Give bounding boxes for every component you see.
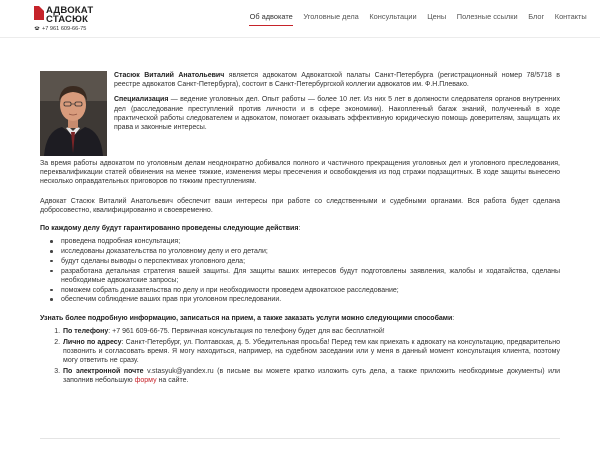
header-phone-number: +7 961 609-66-75 (42, 26, 87, 32)
site-logo[interactable] (34, 4, 104, 34)
list-item: поможем собрать доказательства по делу и при необходимости проведем адвокатское расследование; (50, 286, 560, 295)
contact-phone-text: : +7 961 609-66-75. Первичная консультация по телефону будет для вас бесплатной! (108, 327, 385, 335)
contact-heading: Узнать более подробную информацию, записаться на прием, а также заказать услуги можно следующими способами: (40, 314, 455, 322)
nav-item-blog[interactable]: Блог (528, 12, 545, 21)
contact-methods-list (62, 327, 560, 385)
bottom-divider (40, 438, 560, 439)
contact-address-text: : Санкт-Петербург, ул. Полтавская, д. 5. Убедительная просьба! Перед тем как приехать к адвокату на консультацию, предварительно позвонить и согласовать время. Я могу находиться, например, на судебном заседании или у меня в данный момент консультация клиента, поэтому могу ответить не сразу. (63, 338, 560, 364)
list-item: исследованы доказательства по уголовному делу и его детали; (50, 247, 560, 256)
list-item: разработана детальная стратегия вашей защиты. Для защиты ваших интересов будут подготовлены заявления, жалобы и ходатайства, сделаны необходимые адвокатские запросы; (50, 267, 560, 285)
list-item: проведена подробная консультация; (50, 237, 560, 246)
nav-item-prices[interactable]: Цены (427, 12, 447, 21)
list-item: обеспечим соблюдение ваших прав при уголовном преследовании. (50, 295, 560, 304)
guarantee-heading-text: По каждому делу будут гарантированно проведены следующие действия (40, 225, 299, 233)
contact-form-link[interactable]: форму (134, 376, 157, 384)
nav-item-consultations[interactable]: Консультации (369, 12, 417, 21)
contact-email-text: v.stasyuk@yandex.ru (в письме вы можете кратко изложить суть дела, а также приложить необходимые документы) или заполнив небольшую (63, 367, 560, 384)
specialization-paragraph (114, 95, 560, 132)
phone-icon (34, 26, 40, 30)
contact-method-phone (62, 327, 560, 336)
nav-item-criminal-cases[interactable]: Уголовные дела (303, 12, 359, 21)
lawyer-name: Стасюк Виталий Анатольевич (114, 72, 225, 79)
intro-paragraph (114, 71, 560, 89)
site-header (0, 0, 600, 38)
contact-email-text-after: на сайте. (156, 376, 189, 384)
guarantee-list (50, 237, 560, 304)
contact-email-label: По электронной почте (63, 367, 144, 375)
nav-item-contacts[interactable]: Контакты (554, 12, 587, 21)
logo-line-2: СТАСЮК (46, 14, 89, 25)
main-content (40, 71, 560, 387)
contact-method-email (62, 367, 560, 385)
specialization-text: — ведение уголовных дел. Опыт работы — более 10 лет. Из них 5 лет в должности следователя органов внутренних дел (расследование преступлений против личности и в сфере экономики). Накопленный багаж знаний, полученный в ходе практической работы следователем и адвокатом, помогает оказывать эффективную юридическую помощь доверителям, защищать их права и законные интересы. (114, 96, 560, 132)
header-phone[interactable] (34, 26, 86, 33)
lawyer-photo (40, 71, 107, 156)
intro-block (40, 71, 560, 159)
assurance-paragraph: Адвокат Стасюк Виталий Анатольевич обеспечит ваши интересы при работе со следственными и судебными органами. Вся работа будет сделана добросовестно, квалифицированно и своевременно. (40, 197, 560, 214)
contact-heading-text: Узнать более подробную информацию, записаться на прием, а также заказать услуги можно следующими способами (40, 314, 453, 322)
nav-item-useful-links[interactable]: Полезные ссылки (456, 12, 518, 21)
logo-mark-icon (34, 6, 44, 20)
contact-address-label: Лично по адресу (63, 338, 122, 346)
results-paragraph: За время работы адвокатом по уголовным делам неоднократно добивался полного и частичного прекращения уголовных дел и уголовного преследования, переквалификации статей обвинения на менее тяжкие, изменения меры пресечения и освобождения из под стражи подзащитных. В ходе защиты вынесено несколько оправдательных приговоров по тяжким преступлениям. (40, 160, 560, 186)
intro-paragraph-text: является адвокатом Адвокатской палаты Санкт-Петербурга (регистрационный номер 78/5718 в реестре адвокатов Санкт-Петербурга), состоит в Санкт-Петербургской коллегии адвокатов им. Ф.Н.Плевако. (114, 72, 560, 89)
nav-item-about[interactable]: Об адвокате (244, 12, 298, 22)
guarantee-heading: По каждому делу будут гарантированно проведены следующие действия: (40, 225, 301, 233)
list-item: будут сделаны выводы о перспективах уголовного дела; (50, 257, 560, 266)
intro-text (114, 71, 560, 138)
specialization-label: Специализация (114, 96, 169, 104)
contact-method-address (62, 338, 560, 366)
contact-phone-label: По телефону (63, 327, 109, 335)
main-nav (244, 12, 592, 22)
portrait-icon (40, 71, 107, 156)
logo-line-1: АДВОКАТ (46, 5, 94, 16)
